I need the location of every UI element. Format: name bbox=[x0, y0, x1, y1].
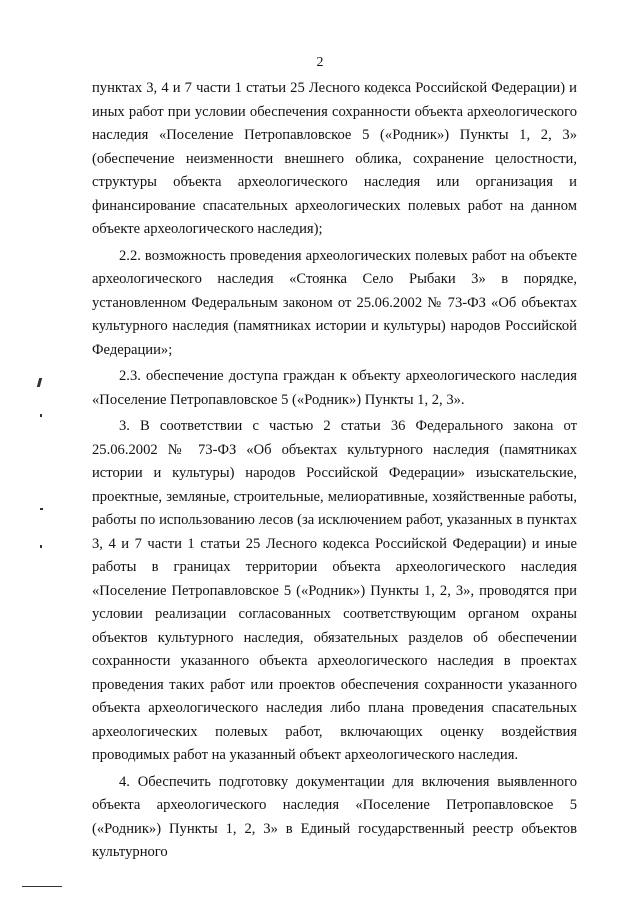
scan-mark bbox=[40, 414, 42, 417]
scan-mark bbox=[40, 508, 43, 510]
scan-mark bbox=[37, 378, 42, 387]
paragraph-2-2: 2.2. возможность проведения археологических полевых работ на объекте археологического наследия «Стоянка Село Рыбаки 3» в порядке, установленном Федеральным законом от 25.06.2002 № 73-ФЗ «Об объектах культурного наследия (памятниках истории и культуры) народов Российской Федерации»; bbox=[92, 247, 577, 358]
paragraph-3: 3. В соответствии с частью 2 статьи 36 Федерального закона от 25.06.2002 № 73-ФЗ «Об объектах культурного наследия (памятниках истории и культуры) народов Российской Федерации» изыскательские, проектные, земляные, строительные, мелиоративные, хозяйственные работы, работы по использованию лесов (за исключением работ, указанных в пунктах 3, 4 и 7 части 1 статьи 25 Лесного кодекса Российской Федерации) и иные работы в границах территории объекта археологического наследия «Поселение Петропавловское 5 («Родник») Пункты 1, 2, 3», проводятся при условии реализации согласованных соответствующим органом охраны объектов культурного наследия, обязательных разделов об обеспечении сохранности указанного объекта археологического наследия в проектах проведения таких работ или проектов обеспечения сохранности указанного объекта археологического наследия либо плана проведения спасательных археологических полевых работ, включающих оценку воздействия проводимых работ на указанный объект археологического наследия. bbox=[92, 418, 577, 763]
document-body bbox=[92, 77, 577, 868]
paragraph-4: 4. Обеспечить подготовку документации для включения выявленного объекта археологического наследия «Поселение Петропавловское 5 («Родник») Пункты 1, 2, 3» в Единый государственный реестр объектов культурного bbox=[92, 773, 577, 860]
paragraph-2-3: 2.3. обеспечение доступа граждан к объекту археологического наследия «Поселение Петропавловское 5 («Родник») Пункты 1, 2, 3». bbox=[92, 368, 577, 408]
page-number: 2 bbox=[316, 55, 324, 70]
paragraph-continuation: пунктах 3, 4 и 7 части 1 статьи 25 Лесного кодекса Российской Федерации) и иных работ при условии обеспечения сохранности объекта археологического наследия «Поселение Петропавловское 5 («Родник») Пункты 1, 2, 3» (обеспечение неизменности внешнего облика, сохранение целостности, структуры объекта археологического наследия или организация и финансирование спасательных археологических полевых работ на данном объекте археологического наследия); bbox=[92, 80, 577, 237]
scan-mark bbox=[22, 886, 62, 887]
scan-mark bbox=[40, 545, 42, 548]
